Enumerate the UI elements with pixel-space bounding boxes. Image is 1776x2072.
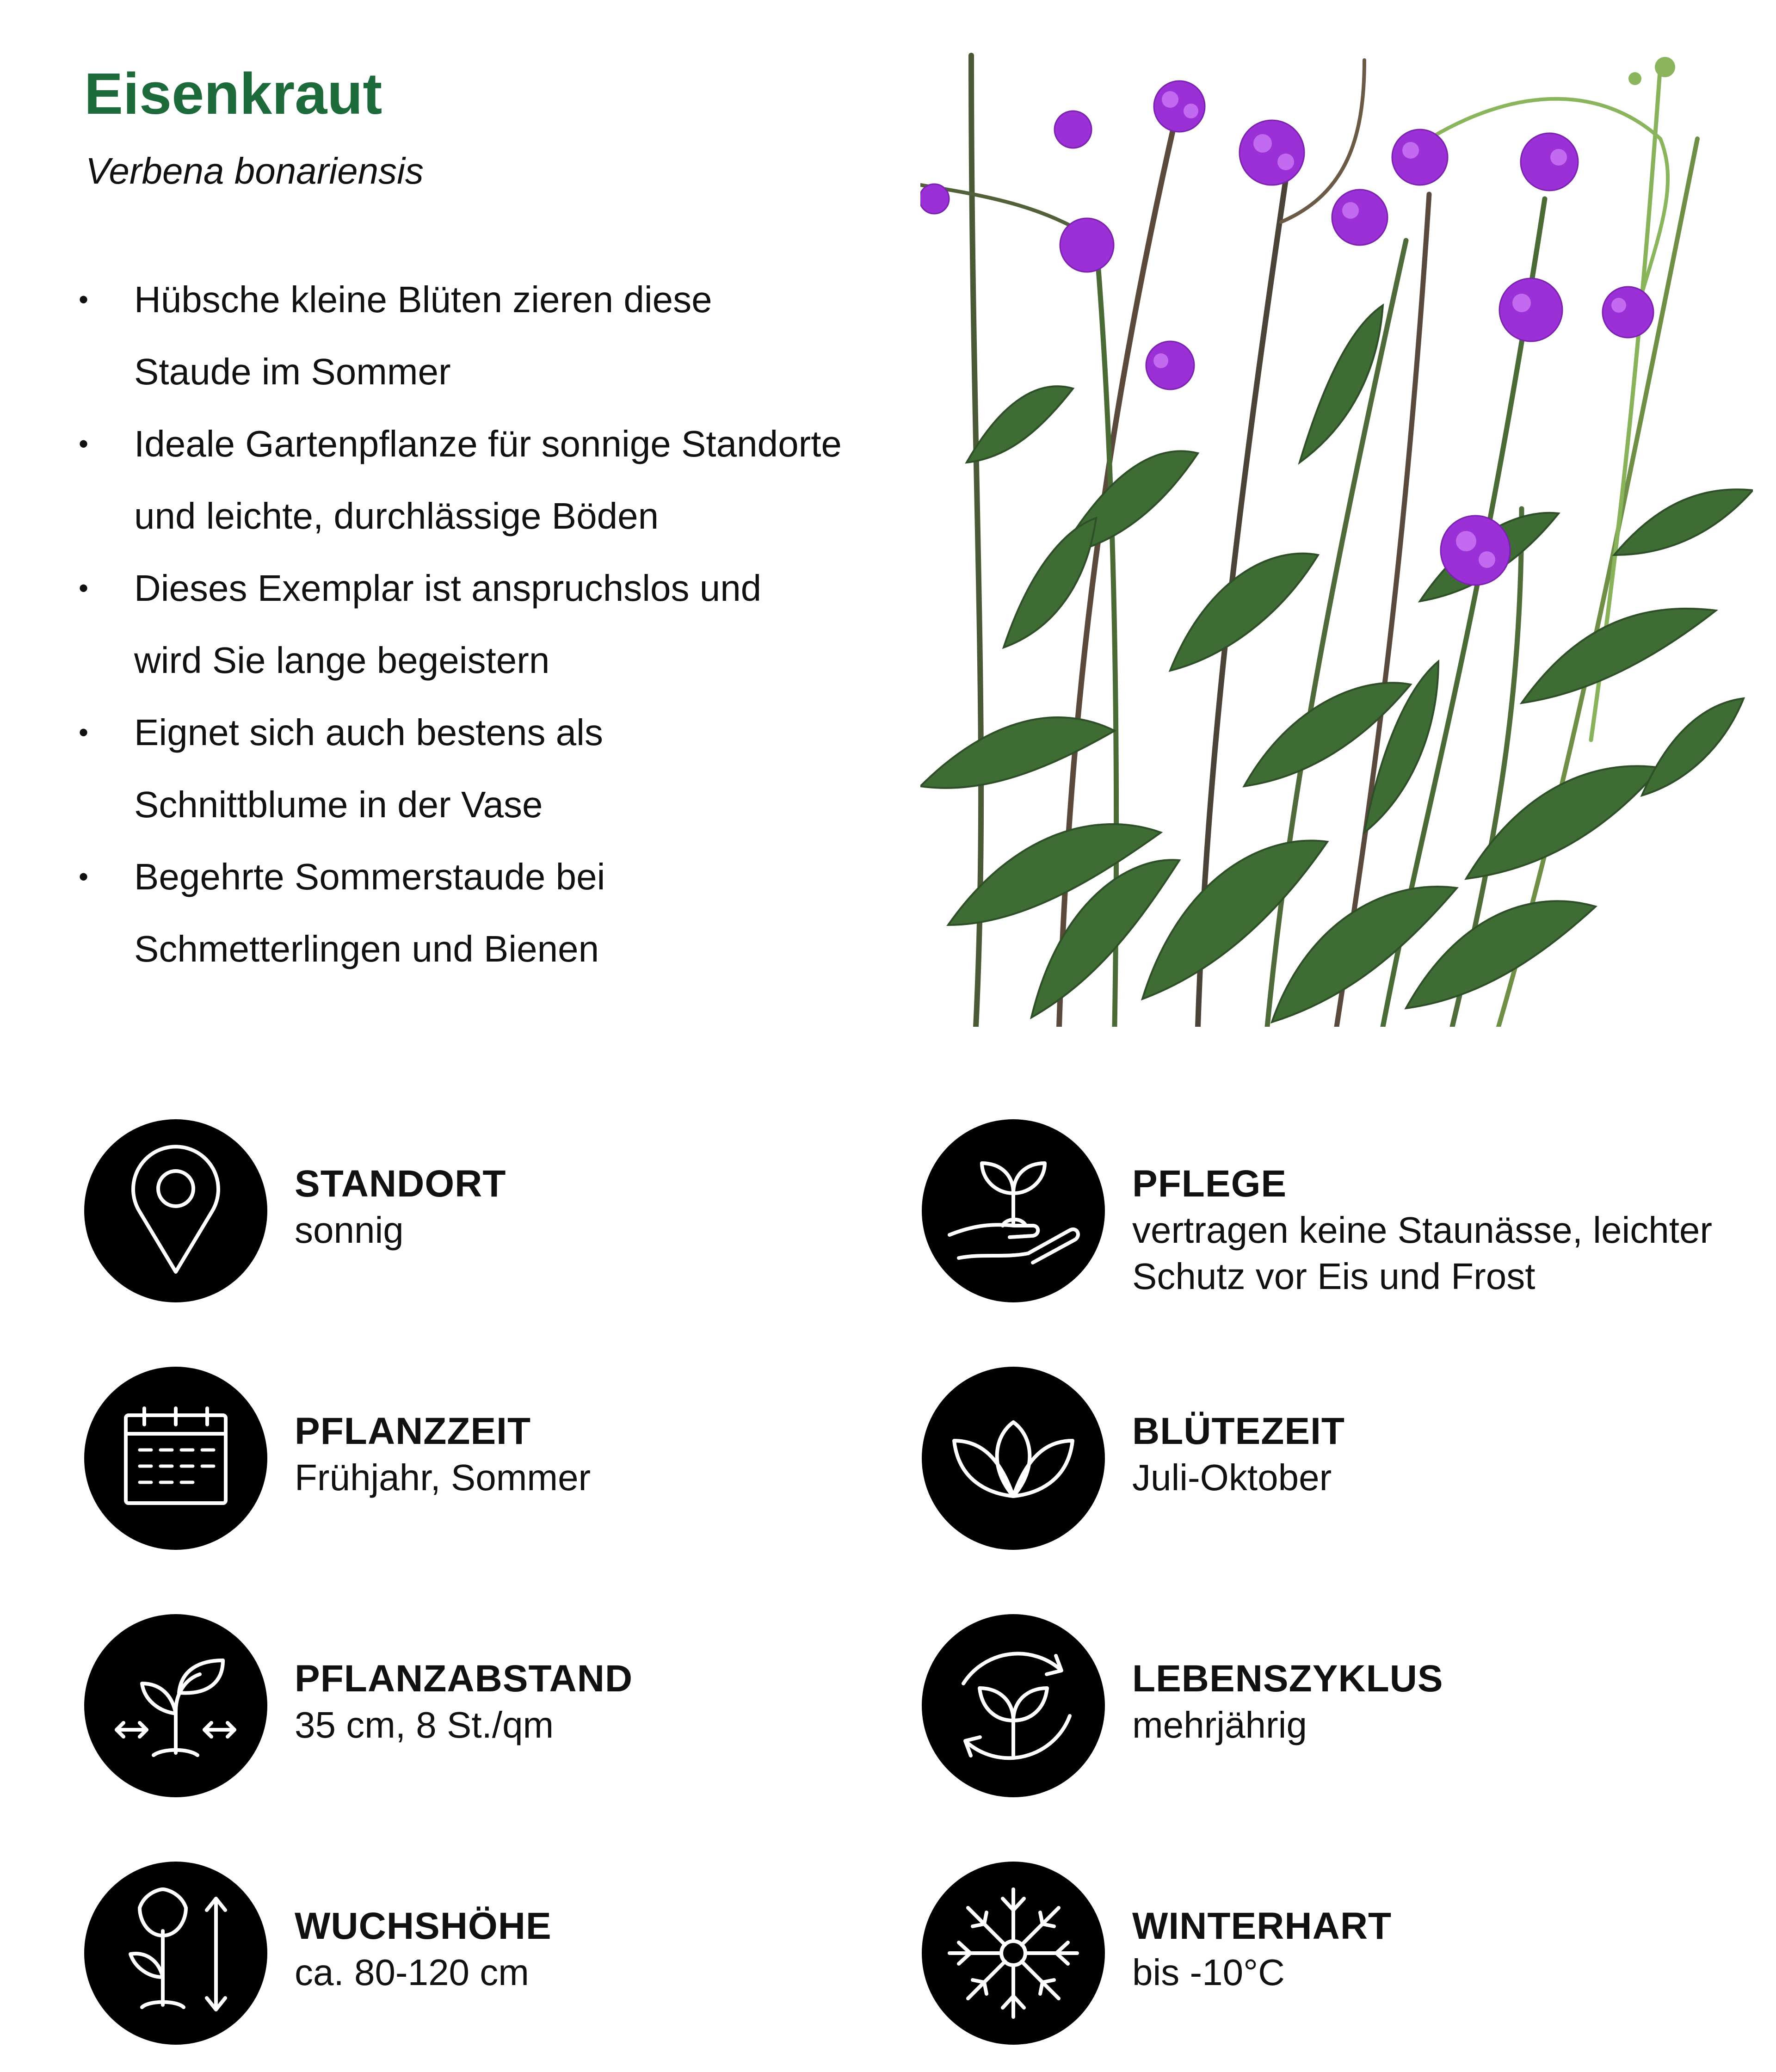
feature-label: WUCHSHÖHE bbox=[295, 1905, 552, 1947]
plant-spacing-icon bbox=[84, 1614, 267, 1797]
bullet-item bbox=[79, 552, 920, 697]
bullet-dot: • bbox=[79, 428, 89, 459]
lotus-flower-icon bbox=[922, 1367, 1105, 1550]
plant-height-icon bbox=[84, 1862, 267, 2045]
life-cycle-icon bbox=[922, 1614, 1105, 1797]
bullet-text: Begehrte Sommerstaude bei Schmetterlingen und Bienen bbox=[134, 856, 605, 969]
bullet-item bbox=[79, 841, 920, 985]
feature-label: LEBENSZYKLUS bbox=[1132, 1658, 1443, 1700]
feature-label: BLÜTEZEIT bbox=[1132, 1410, 1345, 1452]
latin-name: Verbena bonariensis bbox=[86, 150, 424, 191]
feature-card-pflanzzeit bbox=[84, 1367, 917, 1552]
feature-card-pflanzabstand bbox=[84, 1614, 917, 1799]
hand-seedling-icon bbox=[922, 1119, 1105, 1302]
feature-card-pflege bbox=[922, 1119, 1754, 1304]
feature-label: WINTERHART bbox=[1132, 1905, 1392, 1947]
feature-label: PFLEGE bbox=[1132, 1163, 1287, 1205]
feature-value: mehrjährig bbox=[1132, 1704, 1307, 1745]
feature-value: Juli-Oktober bbox=[1132, 1457, 1332, 1498]
bullet-text: Eignet sich auch bestens als Schnittblume in der Vase bbox=[134, 712, 603, 825]
bullet-text: Hübsche kleine Blüten zieren diese Staude im Sommer bbox=[134, 279, 712, 392]
feature-card-lebenszyklus bbox=[922, 1614, 1754, 1799]
calendar-icon bbox=[84, 1367, 267, 1550]
feature-card-wuchshoehe bbox=[84, 1862, 917, 2047]
feature-value: 35 cm, 8 St./qm bbox=[295, 1704, 554, 1745]
feature-value: bis -10°C bbox=[1132, 1952, 1285, 1993]
bullet-text: Ideale Gartenpflanze für sonnige Standorte und leichte, durchlässige Böden bbox=[134, 423, 842, 536]
bullet-item bbox=[79, 264, 920, 408]
bullet-text: Dieses Exemplar ist anspruchslos und wird Sie lange begeistern bbox=[134, 567, 762, 681]
location-pin-icon bbox=[84, 1119, 267, 1302]
feature-value: Frühjahr, Sommer bbox=[295, 1457, 591, 1498]
bullet-item bbox=[79, 697, 920, 841]
feature-value: vertragen keine Staunässe, leichter Schutz vor Eis und Frost bbox=[1132, 1209, 1713, 1297]
feature-label: STANDORT bbox=[295, 1163, 506, 1205]
feature-card-standort bbox=[84, 1119, 917, 1304]
bullet-item bbox=[79, 408, 920, 552]
feature-label: PFLANZZEIT bbox=[295, 1410, 531, 1452]
feature-card-winterhart bbox=[922, 1862, 1754, 2047]
verbena-plant-image bbox=[920, 46, 1753, 1027]
feature-value: sonnig bbox=[295, 1209, 404, 1251]
feature-value: ca. 80-120 cm bbox=[295, 1952, 529, 1993]
bullet-dot: • bbox=[79, 284, 89, 315]
feature-label: PFLANZABSTAND bbox=[295, 1658, 633, 1700]
snowflake-icon bbox=[922, 1862, 1105, 2045]
bullet-dot: • bbox=[79, 717, 89, 748]
bullet-dot: • bbox=[79, 861, 89, 892]
bullet-dot: • bbox=[79, 573, 89, 604]
feature-bullet-list bbox=[79, 264, 920, 985]
page-title: Eisenkraut bbox=[84, 61, 382, 126]
feature-card-bluetezeit bbox=[922, 1367, 1754, 1552]
